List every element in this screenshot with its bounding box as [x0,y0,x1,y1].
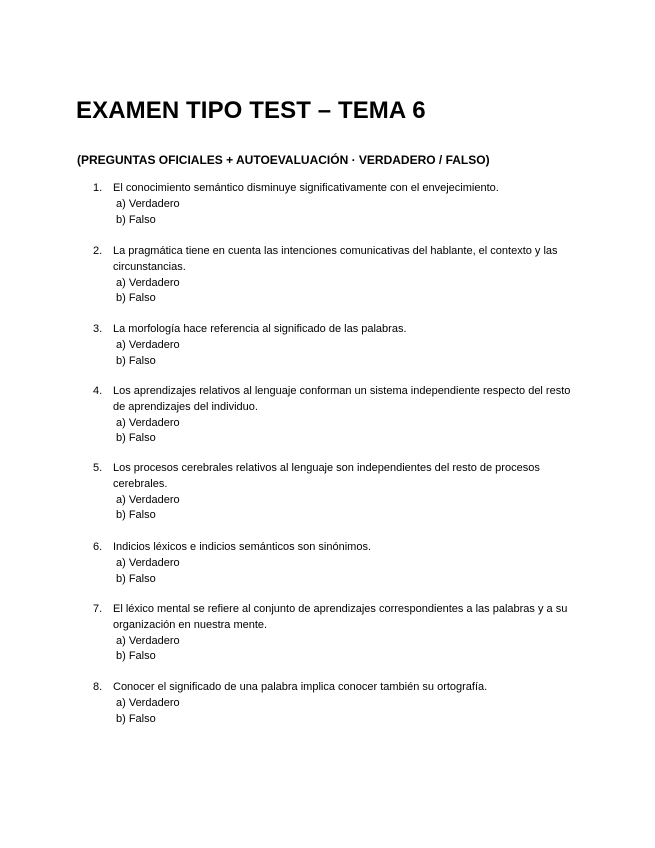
question-item [93,680,583,727]
option-false: b) Falso [116,572,156,585]
question-text: La morfología hace referencia al significado de las palabras. [113,323,407,335]
question-item [93,322,583,369]
question-number: 3. [93,323,103,335]
option-false: b) Falso [116,712,156,725]
question-item [93,540,583,587]
option-false: b) Falso [116,650,156,663]
option-true: a) Verdadero [116,696,180,709]
question-number: 7. [93,603,103,615]
question-number: 1. [93,182,103,194]
page-subtitle: (PREGUNTAS OFICIALES + AUTOEVALUACIÓN · VERDADERO / FALSO) [77,153,490,167]
option-true: a) Verdadero [116,634,180,647]
option-true: a) Verdadero [116,493,180,506]
question-item [93,181,583,228]
question-text: La pragmática tiene en cuenta las intenciones comunicativas del hablante, el contexto y las circunstancias. [113,245,558,273]
question-text: Los aprendizajes relativos al lenguaje conforman un sistema independiente respecto del resto de aprendizajes del individuo. [113,385,571,413]
option-true: a) Verdadero [116,197,180,210]
question-text: El conocimiento semántico disminuye significativamente con el envejecimiento. [113,182,499,194]
question-item [93,461,583,524]
question-number: 2. [93,245,103,257]
question-item [93,244,583,307]
question-item [93,602,583,665]
option-false: b) Falso [116,292,156,305]
option-false: b) Falso [116,213,156,226]
question-text: Conocer el significado de una palabra implica conocer también su ortografía. [113,681,488,693]
question-text: Los procesos cerebrales relativos al lenguaje son independientes del resto de procesos cerebrales. [113,462,540,490]
question-item [93,384,583,447]
option-false: b) Falso [116,509,156,522]
option-true: a) Verdadero [116,276,180,289]
question-number: 6. [93,541,103,553]
option-true: a) Verdadero [116,556,180,569]
question-text: El léxico mental se refiere al conjunto de aprendizajes correspondientes a las palabras y a su organización en nuestra mente. [113,603,568,631]
option-true: a) Verdadero [116,338,180,351]
option-false: b) Falso [116,354,156,367]
question-number: 8. [93,681,103,693]
question-text: Indicios léxicos e indicios semánticos son sinónimos. [113,541,372,553]
question-number: 5. [93,462,103,474]
page-title: EXAMEN TIPO TEST – TEMA 6 [76,97,426,124]
option-true: a) Verdadero [116,416,180,429]
option-false: b) Falso [116,432,156,445]
question-number: 4. [93,385,103,397]
